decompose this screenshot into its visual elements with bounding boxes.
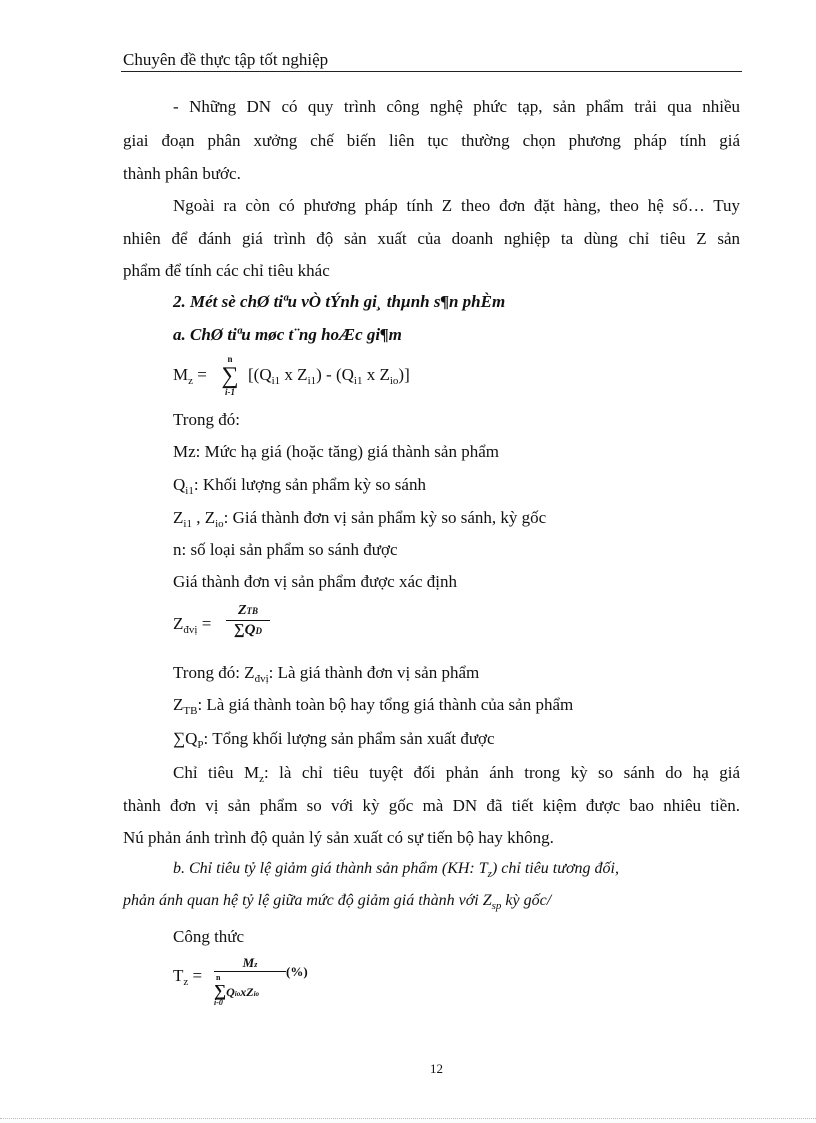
paragraph-line: Nú phản ánh trình độ quản lý sản xuất có sự tiến bộ hay không. (123, 828, 554, 847)
formula-tz: $T_z$ = (173, 966, 203, 988)
definition-line: $Q_{i1}$: Khối lượng sản phẩm kỳ so sánh (173, 475, 426, 497)
section-heading: 2. Mét sè chØ tiªu vÒ tÝnh gi¸ thµnh s¶n phÈm (173, 292, 506, 311)
sigma-symbol: n ∑ i-1 (221, 354, 239, 397)
page-number: 12 (430, 1061, 443, 1076)
page-header: Chuyên đề thực tập tốt nghiệp (123, 50, 329, 69)
formula-label: Công thức (173, 927, 245, 946)
page-bottom-border (0, 1118, 816, 1119)
formula-mz-body: [($Q_{i1}$ x $Z_{i1}) - (Q_{i1}$ x $Z_{io}$)] (248, 365, 410, 387)
fraction-zdvi: ZTB ∑QD (226, 604, 270, 638)
definition-line: Mz: Mức hạ giá (hoặc tăng) giá thành sản phẩm (173, 442, 499, 461)
paragraph-line: b. Chỉ tiêu tỷ lệ giảm giá thành sản phẩm (KH: $T_z$) chỉ tiêu tương đối, (173, 860, 619, 880)
fraction-tz: Mz n ∑QioxZio i-0 (214, 956, 286, 1007)
paragraph-line: phẩm để tính các chỉ tiêu khác (123, 261, 330, 280)
header-rule (121, 71, 742, 72)
definition-line: $\sum Q_P$: Tổng khối lượng sản phẩm sản xuất được (173, 729, 495, 751)
paragraph-line: phản ánh quan hệ tỷ lệ giữa mức độ giảm giá thành với $Z_{sp}$ kỳ gốc/ (123, 892, 552, 912)
paragraph-line: giai đoạn phân xưởng chế biến liên tục thường chọn phương pháp tính giá (123, 131, 740, 150)
paragraph-line: nhiên để đánh giá trình độ sản xuất của doanh nghiệp ta dùng chỉ tiêu Z sản (123, 229, 740, 248)
percent-unit: (%) (286, 964, 308, 979)
definition-line: Trong đó: (173, 410, 240, 429)
definition-line: $Z_{i1}$ , $Z_{io}$: Giá thành đơn vị sản phẩm kỳ so sánh, kỳ gốc (173, 508, 547, 530)
formula-mz: $M_z$ = (173, 365, 207, 387)
formula-zdvi: $Z_{đvị}$ = (173, 614, 212, 636)
definition-line: $Z_{TB}$: Là giá thành toàn bộ hay tổng giá thành của sản phẩm (173, 695, 574, 717)
paragraph-line: thành phân bước. (123, 164, 241, 183)
definition-line: Giá thành đơn vị sản phẩm được xác định (173, 572, 458, 591)
subsection-heading: a. ChØ tiªu møc t¨ng hoÆc gi¶m (173, 325, 402, 344)
paragraph-line: Chỉ tiêu $M_z$: là chỉ tiêu tuyệt đối phản ánh trong kỳ so sánh do hạ giá (173, 763, 740, 785)
paragraph-line: thành đơn vị sản phẩm so với kỳ gốc mà DN đã tiết kiệm được bao nhiêu tiền. (123, 796, 740, 815)
definition-line: Trong đó: $Z_{đvị}$: Là giá thành đơn vị sản phẩm (173, 663, 480, 685)
paragraph-line: - Những DN có quy trình công nghệ phức tạp, sản phẩm trải qua nhiều (173, 97, 740, 116)
paragraph-line: Ngoài ra còn có phương pháp tính Z theo đơn đặt hàng, theo hệ số… Tuy (173, 196, 740, 215)
definition-line: n: số loại sản phẩm so sánh được (173, 540, 398, 559)
